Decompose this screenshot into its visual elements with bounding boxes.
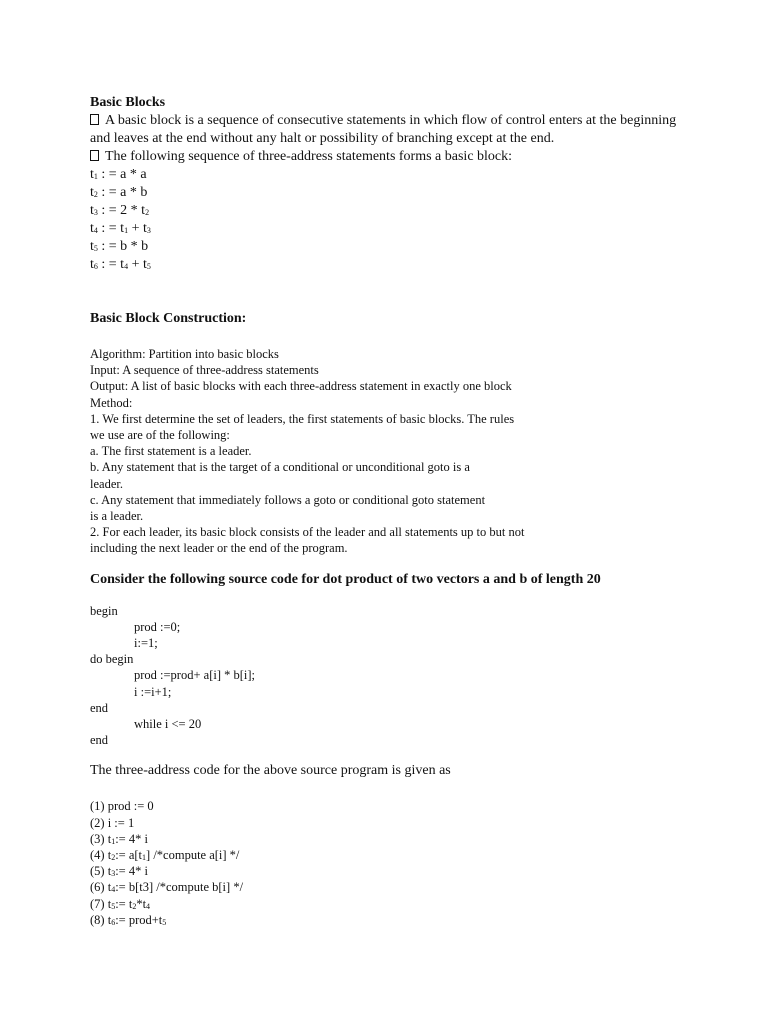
tac-line: (1) prod := 0 (90, 799, 154, 814)
tac-line: (8) $t_6:=$ $prod+t_5$ (90, 912, 167, 927)
three-address-code (90, 798, 690, 928)
three-address-intro: The three-address code for the above source program is given as (90, 763, 451, 779)
algorithm-line: we use are of the following: (90, 428, 230, 443)
statement-line: $t_4$ : = $t_1 + t_3$ (90, 221, 151, 236)
code-line: i:=1; (134, 636, 158, 651)
tac-line: (3) $t_1:= 4*$ i (90, 831, 148, 846)
bullet-box-icon (90, 114, 99, 125)
algorithm-line: 1. We first determine the set of leaders, the first statements of basic blocks. The rules (90, 411, 515, 426)
source-code-heading: Consider the following source code for dot product of two vectors a and b of length 20 (90, 571, 601, 587)
code-line: end (90, 700, 109, 715)
tac-line: (6) $t_4:= b[t3]$ /*compute b[i] */ (90, 880, 244, 895)
tac-line: (4) $t_2:= a[t_1]$ /*compute a[i] */ (90, 848, 240, 863)
basic-blocks-heading: Basic Blocks (90, 95, 166, 110)
algorithm-line: leader. (90, 476, 123, 491)
basic-block-example-intro: The following sequence of three-address statements forms a basic block: (90, 148, 690, 166)
algorithm-line: Input: A sequence of three-address statements (90, 363, 319, 378)
code-line: do begin (90, 652, 134, 667)
algorithm-line: b. Any statement that is the target of a conditional or unconditional goto is a (90, 460, 470, 475)
algorithm-text (90, 346, 690, 557)
algorithm-line: a. The first statement is a leader. (90, 444, 252, 459)
source-code-block (90, 603, 690, 749)
algorithm-line: Output: A list of basic blocks with each three-address statement in exactly one block (90, 379, 512, 394)
statement-line: $t_2$ : = a * b (90, 185, 148, 200)
tac-line: (5) $t_3:= 4*$ i (90, 864, 148, 879)
code-line: end (90, 733, 109, 748)
statement-line: $t_1$ : = a * a (90, 167, 147, 182)
document-page (90, 94, 690, 928)
code-line: prod :=prod+ a[i] * b[i]; (134, 668, 256, 683)
bullet-box-icon (90, 150, 99, 161)
code-line: while i <= 20 (134, 717, 202, 732)
statement-line: $t_5$ : = b * b (90, 239, 149, 254)
algorithm-line: 2. For each leader, its basic block consists of the leader and all statements up to but not (90, 525, 525, 540)
statement-line: $t_6$ : = $t_4 + t_5$ (90, 257, 151, 272)
algorithm-line: is a leader. (90, 509, 144, 524)
code-line: prod :=0; (134, 619, 181, 634)
code-line: i :=i+1; (134, 684, 172, 699)
code-line: begin (90, 603, 118, 618)
algorithm-line: including the next leader or the end of the program. (90, 541, 348, 556)
construction-heading: Basic Block Construction: (90, 311, 247, 326)
algorithm-line: c. Any statement that immediately follows a goto or conditional goto statement (90, 492, 486, 507)
algorithm-line: Method: (90, 395, 133, 410)
statement-list (90, 166, 690, 274)
basic-block-definition: A basic block is a sequence of consecutive statements in which flow of control enters at the beginning and leaves at the end without any halt or possibility of branching except at the end. (90, 113, 677, 146)
tac-line: (2) i := 1 (90, 815, 135, 830)
tac-line: (7) $t_5:= t_2*t_4$ (90, 896, 151, 911)
statement-line: $t_3$ : = $2 * t_2$ (90, 203, 150, 218)
algorithm-line: Algorithm: Partition into basic blocks (90, 347, 279, 361)
